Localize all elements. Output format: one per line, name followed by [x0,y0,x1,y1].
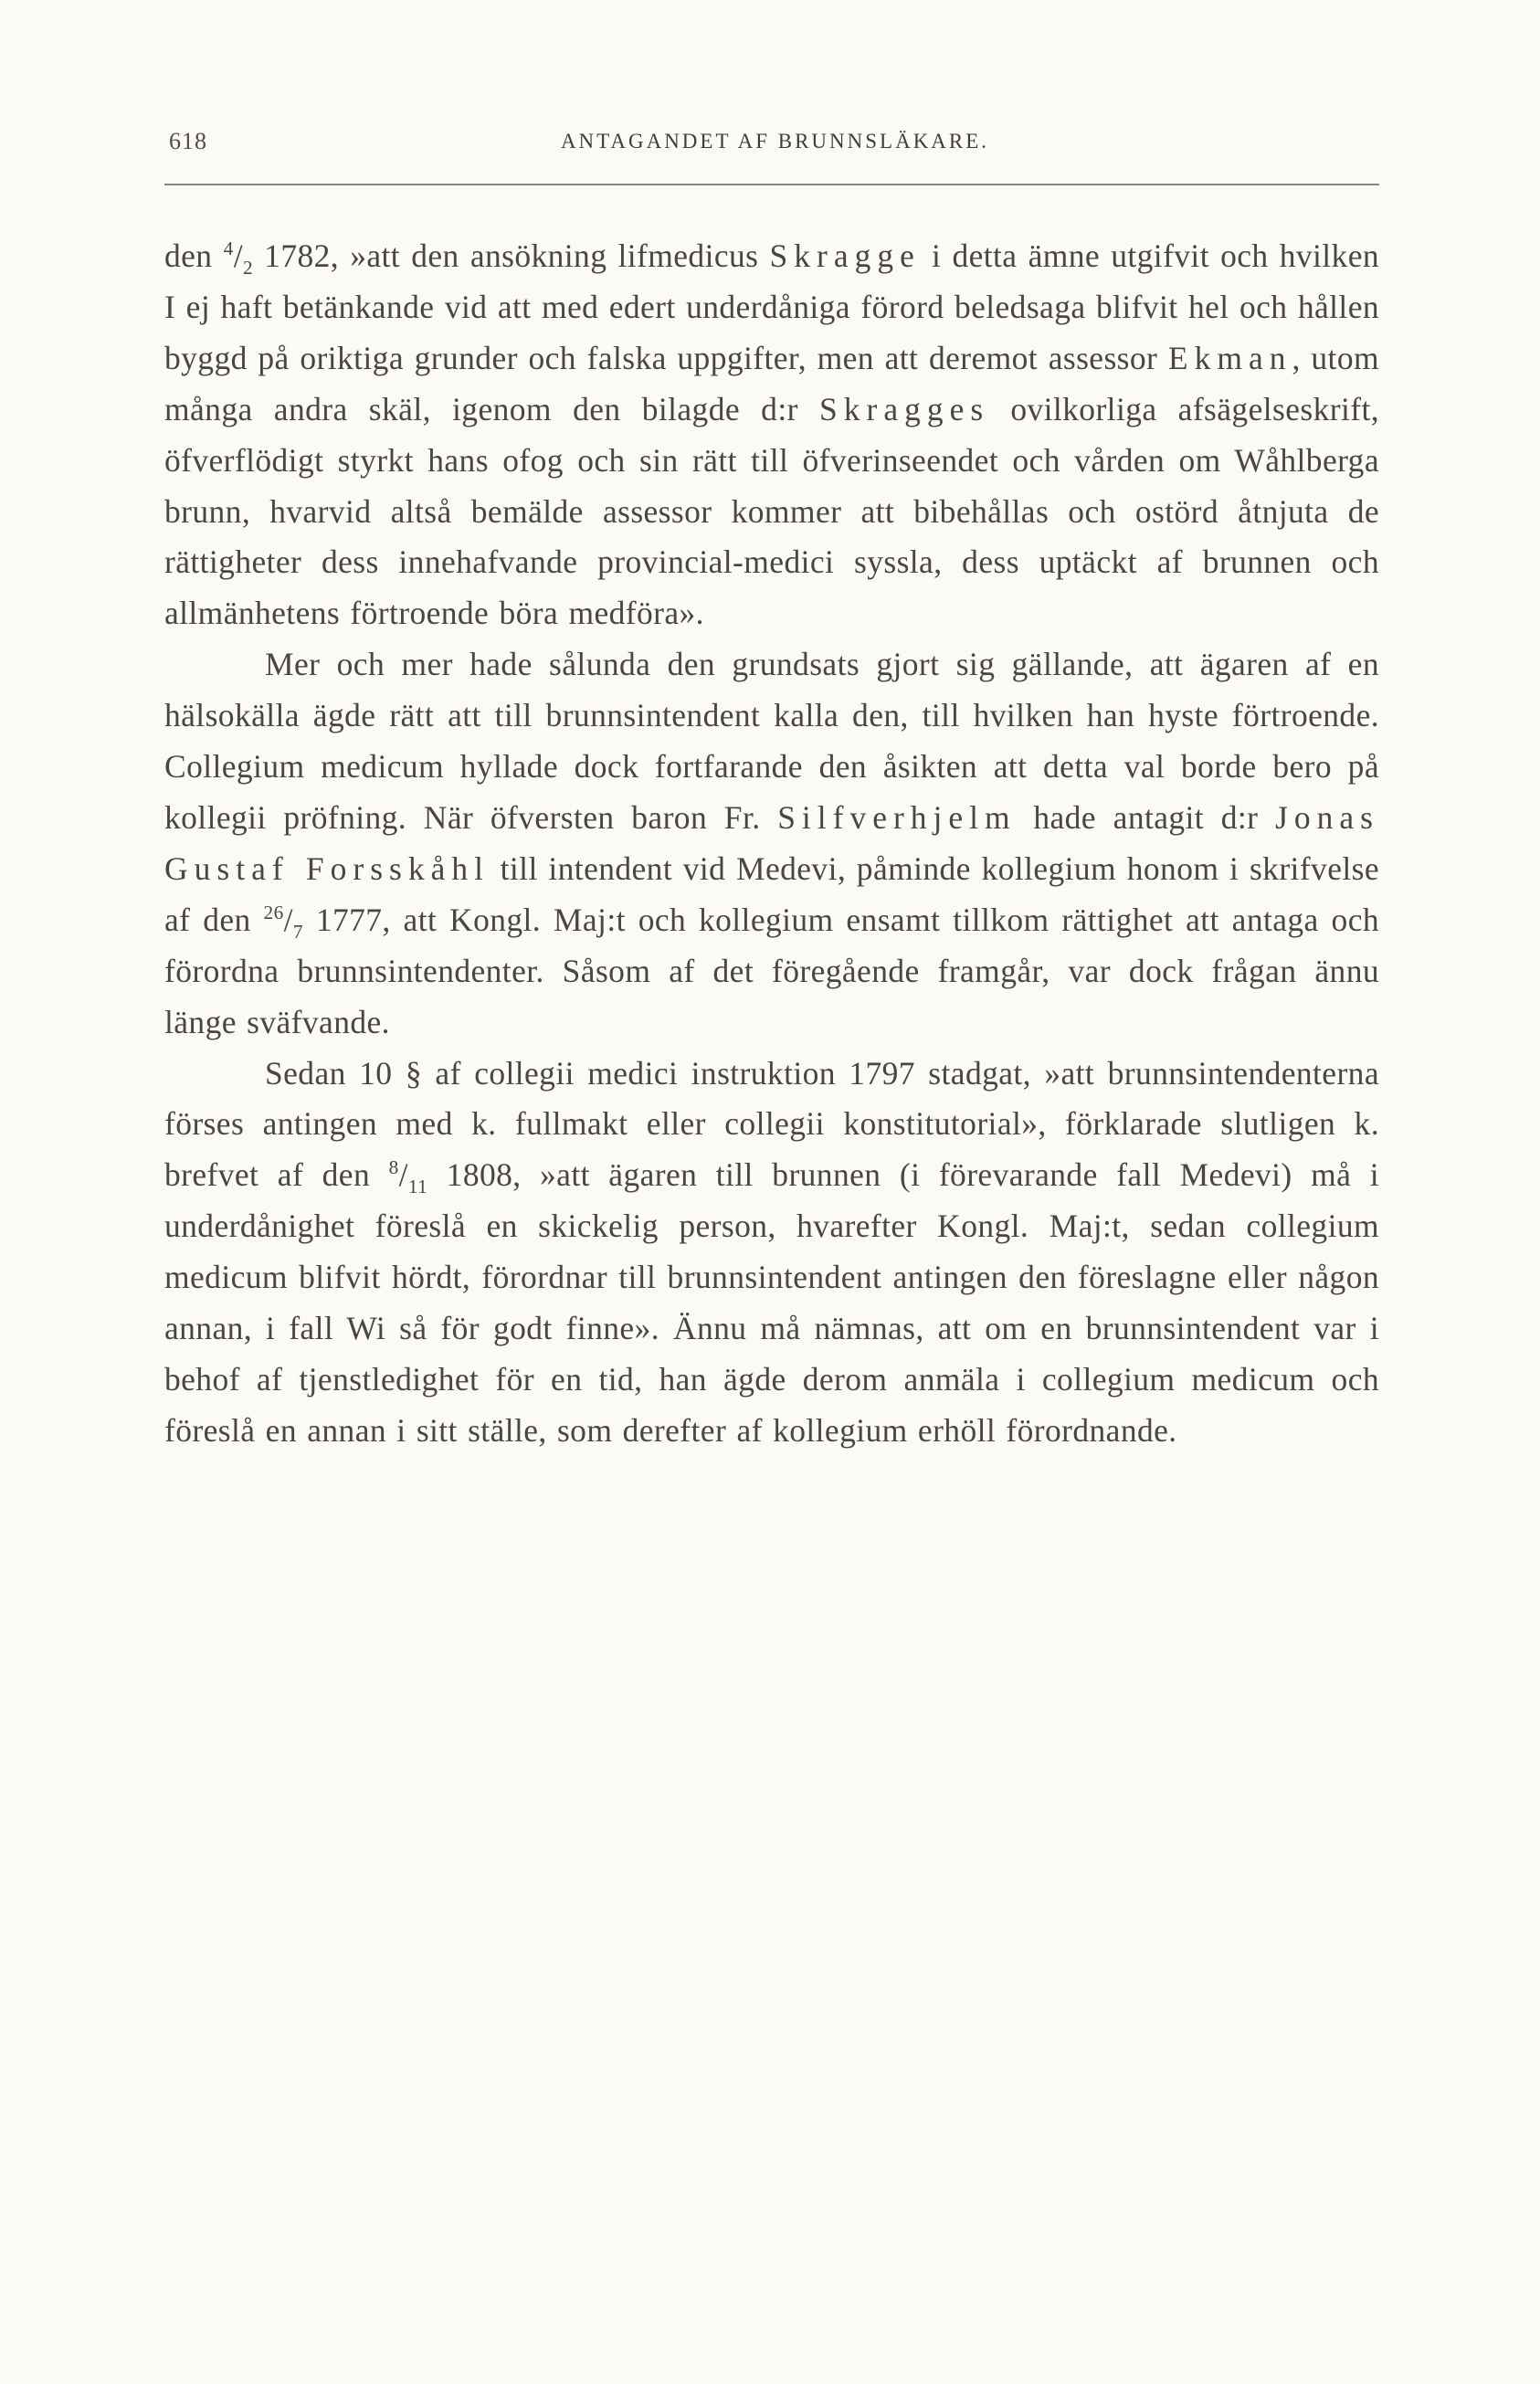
text-segment: i detta ämne utgifvit och hvilken I ej haft betänkande vid att med edert underdåniga förord beledsaga blifvit hel och hållen byggd på oriktiga grunder och falska uppgifter, men att deremot assessor [164,237,1380,376]
header-rule [164,184,1379,185]
person-name: Skragges [819,390,990,427]
fraction-denominator: 7 [292,920,303,943]
text-segment: till intendent vid Medevi, påminde kollegium honom i skrifvelse af den [164,849,1379,938]
paragraph-2: Mer och mer hade sålunda den grundsats gjort sig gällande, att ägaren af en hälsokälla ägde rätt att till brunnsintendent kalla den, till hvilken han hyste förtroende. Collegium medicum hyllade dock fortfarande den åsikten att detta val borde bero på kollegii pröfning. När öfversten baron Fr. Silfverhjelm hade antagit d:r Jonas Gustaf Forsskåhl till intendent vid Medevi, påminde kollegium honom i skrifvelse af den $^{26}/_7$ 1777, att Kongl. Maj:t och kollegium ensamt tillkom rättighet att antaga och förordna brunnsintendenter. Såsom af det föregående framgår, var dock frågan ännu länge sväfvande. [164,646,1379,1040]
fraction-numerator: 26 [263,901,284,923]
person-name: Skragge [769,237,921,274]
text-segment: , utom många andra skäl, igenom den bilagde d:r [164,339,1379,427]
text-segment: ovilkorliga afsägelseskrift, öfverflödigt styrkt hans ofog och sin rätt till öfverinseendet och vården om Wåhlberga brunn, hvarvid altså bemälde assessor kommer att bibehållas och ostörd åtnjuta de rättigheter dess innehafvande provincial-medici syssla, dess uptäckt af brunnen och allmänhetens förtroende böra medföra». [164,390,1379,632]
fraction-denominator: 11 [407,1176,428,1198]
text-segment: Sedan 10 § af collegii medici instruktion 1797 stadgat, »att brunnsintendenterna förses antingen med k. fullmakt eller collegii konstitutorial», förklarade slutligen k. brefvet af den [164,1054,1379,1194]
fraction-numerator: 4 [223,237,234,260]
page-number: 618 [169,128,207,154]
text-segment: den [164,237,224,274]
body-text [164,231,1379,1457]
running-head: ANTAGANDET AF BRUNNSLÄKARE. [560,130,990,153]
paragraph-1: den $^4/_2$ 1782, »att den ansökning lifmedicus Skragge i detta ämne utgifvit och hvilken I ej haft betänkande vid att med edert underdåniga förord beledsaga blifvit hel och hållen byggd på oriktiga grunder och falska uppgifter, men att deremot assessor Ekman, utom många andra skäl, igenom den bilagde d:r Skragges ovilkorliga afsägelseskrift, öfverflödigt styrkt hans ofog och sin rätt till öfverinseendet och vården om Wåhlberga brunn, hvarvid altså bemälde assessor kommer att bibehållas och ostörd åtnjuta de rättigheter dess innehafvande provincial-medici syssla, dess uptäckt af brunnen och allmänhetens förtroende böra medföra». [164,237,1380,632]
text-segment: 1777, att Kongl. Maj:t och kollegium ensamt tillkom rättighet att antaga och förordna brunnsintendenter. Såsom af det föregående framgår, var dock frågan ännu länge sväfvande. [164,901,1379,1040]
person-name: Ekman [1167,339,1292,376]
paragraph-3: Sedan 10 § af collegii medici instruktion 1797 stadgat, »att brunnsintendenterna förses antingen med k. fullmakt eller collegii konstitutorial», förklarade slutligen k. brefvet af den $^8/_{11}$ 1808, »att ägaren till brunnen (i förevarande fall Medevi) må i underdånighet föreslå en skickelig person, hvarefter Kongl. Maj:t, sedan collegium medicum blifvit hördt, förordnar till brunnsintendent antingen den föreslagne eller någon annan, i fall Wi så för godt finne». Ännu må nämnas, att om en brunnsintendent var i behof af tjenstledighet för en tid, han ägde derom anmäla i collegium medicum och föreslå en annan i sitt ställe, som derefter af kollegium erhöll förordnande. [164,1054,1379,1449]
person-name: Jonas Gustaf Forsskåhl [164,798,1379,887]
page-header [169,128,1381,168]
fraction-numerator: 8 [388,1156,399,1179]
text-segment: Mer och mer hade sålunda den grundsats gjort sig gällande, att ägaren af en hälsokälla ägde rätt att till brunnsintendent kalla den, till hvilken han hyste förtroende. Collegium medicum hyllade dock fortfarande den åsikten att detta val borde bero på kollegii pröfning. När öfversten baron Fr. [164,646,1379,836]
text-segment: hade antagit d:r [1016,798,1276,836]
text-segment: 1808, »att ägaren till brunnen (i förevarande fall Medevi) må i underdånighet föreslå en skickelig person, hvarefter Kongl. Maj:t, sedan collegium medicum blifvit hördt, förordnar till brunnsintendent antingen den föreslagne eller någon annan, i fall Wi så för godt finne». Ännu må nämnas, att om en brunnsintendent var i behof af tjenstledighet för en tid, han ägde derom anmäla i collegium medicum och föreslå en annan i sitt ställe, som derefter af kollegium erhöll förordnande. [164,1156,1379,1449]
person-name: Silfverhjelm [777,798,1017,836]
text-segment: 1782, »att den ansökning lifmedicus [253,237,770,274]
fraction-denominator: 2 [242,257,254,280]
